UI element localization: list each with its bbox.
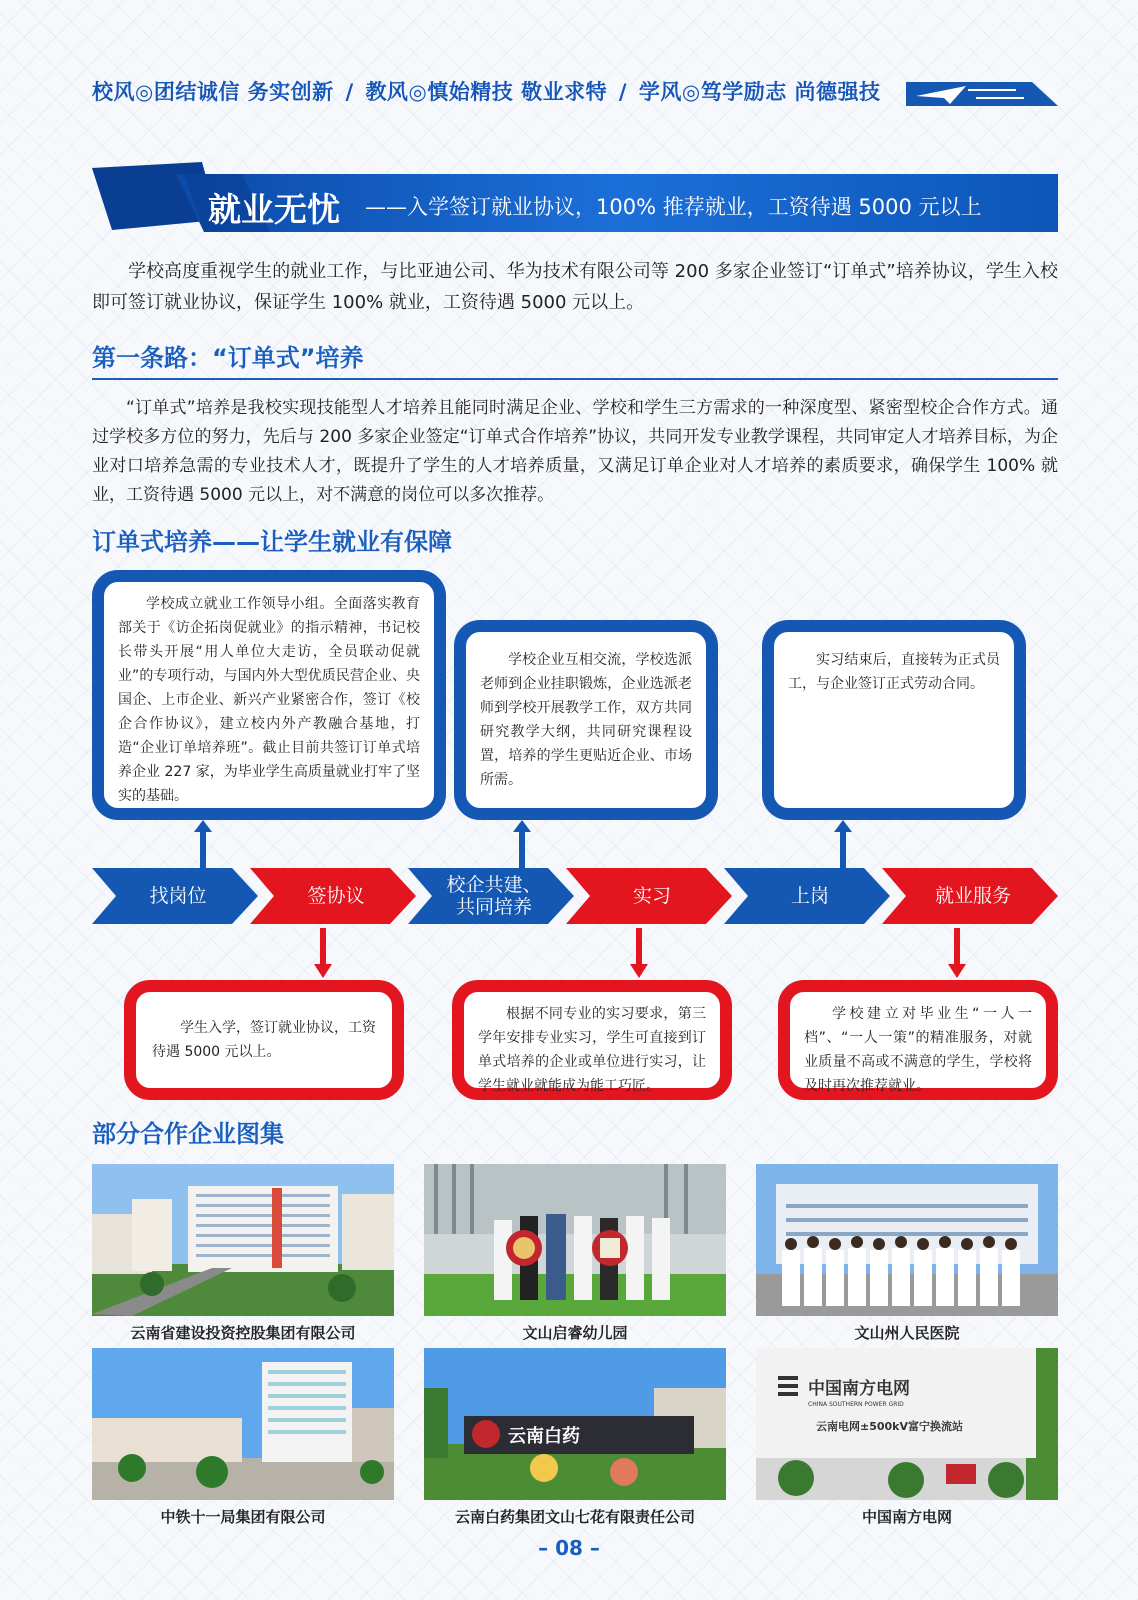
- arrow-down-icon: [948, 928, 966, 978]
- motto-value: ◎笃学励志 尚德强技: [681, 80, 881, 104]
- intro-paragraph: 学校高度重视学生的就业工作，与比亚迪公司、华为技术有限公司等 200 多家企业签订“订单式”培养协议，学生入校即可签订就业协议，保证学生 100% 就业，工资待遇 5000 元以上。: [92, 261, 1058, 313]
- info-box: [778, 980, 1058, 1100]
- sign-text: 云南电网±500kV富宁换流站: [816, 1420, 964, 1433]
- motto-key: 学风: [638, 80, 682, 104]
- banner-title: 就业无忧: [208, 190, 340, 229]
- info-box-text: 根据不同专业的实习要求，第三学年安排专业实习，学生可直接到订单式培养的企业或单位进行实习，让学生就业就能成为能工巧匠。: [478, 1006, 706, 1094]
- photo-caption: 文山启睿幼儿园: [522, 1324, 628, 1342]
- paper-plane-icon: [906, 76, 1058, 112]
- motto-value: ◎团结诚信 务实创新: [135, 80, 334, 104]
- info-box: [124, 980, 404, 1100]
- arrow-up-icon: [834, 820, 852, 868]
- info-box: [92, 570, 446, 820]
- arrow-down-icon: [630, 928, 648, 978]
- info-box-text: 学生入学，签订就业协议，工资待遇 5000 元以上。: [152, 1020, 376, 1060]
- info-box-text: 学校企业互相交流，学校选派老师到企业挂职锻炼，企业选派老师到学校开展教学工作，双方共同研究教学大纲，共同研究课程设置，培养的学生更贴近企业、市场所需。: [480, 652, 692, 788]
- page-number: – 08 –: [538, 1536, 600, 1560]
- process-step-label: 签协议: [307, 885, 365, 907]
- photo-caption: 中国南方电网: [861, 1508, 952, 1526]
- school-motto: [92, 76, 881, 106]
- process-step-label: 校企共建、 共同培养: [446, 874, 542, 918]
- info-box: [762, 620, 1026, 820]
- info-box: [454, 620, 718, 820]
- company-photo: [424, 1348, 726, 1500]
- arrow-up-icon: [513, 820, 531, 868]
- process-step-label: 实习: [632, 885, 671, 907]
- motto-key: 教风: [365, 80, 409, 104]
- section-title: 订单式培养——让学生就业有保障: [92, 528, 452, 556]
- photo-caption: 云南白药集团文山七花有限责任公司: [454, 1508, 695, 1526]
- arrow-up-icon: [194, 820, 212, 868]
- motto-value: ◎慎始精技 敬业求特: [408, 80, 608, 104]
- section-title: 部分合作企业图集: [92, 1120, 284, 1148]
- arrow-down-icon: [314, 928, 332, 978]
- section-paragraph: “订单式”培养是我校实现技能型人才培养且能同时满足企业、学校和学生三方需求的一种深度型、紧密型校企合作方式。通过学校多方位的努力，先后与 200 多家企业签定“订单式合作培养”协议，共同开发专业教学课程，共同审定人才培养目标，为企业对口培养急需的专业技术人才，既提升了学生的人才培养质量，又满足订单企业对人才培养的素质要求，确保学生 100% 就业，工资待遇 5000 元以上，对不满意的岗位可以多次推荐。: [92, 398, 1058, 505]
- company-photo: [756, 1164, 1058, 1316]
- photo-caption: 中铁十一局集团有限公司: [160, 1508, 326, 1526]
- sign-text: 云南白药: [508, 1426, 580, 1447]
- company-photo: [92, 1164, 394, 1316]
- photo-caption: 云南省建设投资控股集团有限公司: [130, 1324, 356, 1342]
- divider: [92, 378, 1058, 380]
- motto-separator: /: [345, 80, 354, 104]
- info-box-text: 实习结束后，直接转为正式员工，与企业签订正式劳动合同。: [788, 652, 1000, 692]
- sign-text: CHINA SOUTHERN POWER GRID: [808, 1401, 904, 1408]
- motto-key: 校风: [92, 80, 135, 104]
- motto-separator: /: [618, 80, 628, 104]
- company-photo: [424, 1164, 726, 1316]
- process-step-label: 找岗位: [149, 885, 207, 907]
- section-title: 第一条路：“订单式”培养: [92, 344, 364, 372]
- photo-caption: 文山州人民医院: [854, 1324, 960, 1342]
- company-photo: [92, 1348, 394, 1500]
- process-step-label: 上岗: [790, 885, 829, 907]
- info-box: [452, 980, 732, 1100]
- info-box-text: 学校成立就业工作领导小组。全面落实教育部关于《访企拓岗促就业》的指示精神，书记校长带头开展“用人单位大走访，全员联动促就业”的专项行动，与国内外大型优质民营企业、央国企、上市企业、新兴产业紧密合作，签订《校企合作协议》，建立校内外产教融合基地，打造“企业订单培养班”。截止目前共签订订单式培养企业 227 家，为毕业学生高质量就业打牢了坚实的基础。: [118, 596, 420, 804]
- info-box-text: 学校建立对毕业生“一人一档”、“一人一策”的精准服务，对就业质量不高或不满意的学生，学校将及时再次推荐就业。: [804, 1006, 1032, 1094]
- sign-text: 中国南方电网: [808, 1379, 910, 1399]
- company-photo: [756, 1348, 1058, 1500]
- process-step-label: 就业服务: [934, 885, 1011, 907]
- banner-subtitle: ——入学签订就业协议，100% 推荐就业，工资待遇 5000 元以上: [365, 195, 982, 219]
